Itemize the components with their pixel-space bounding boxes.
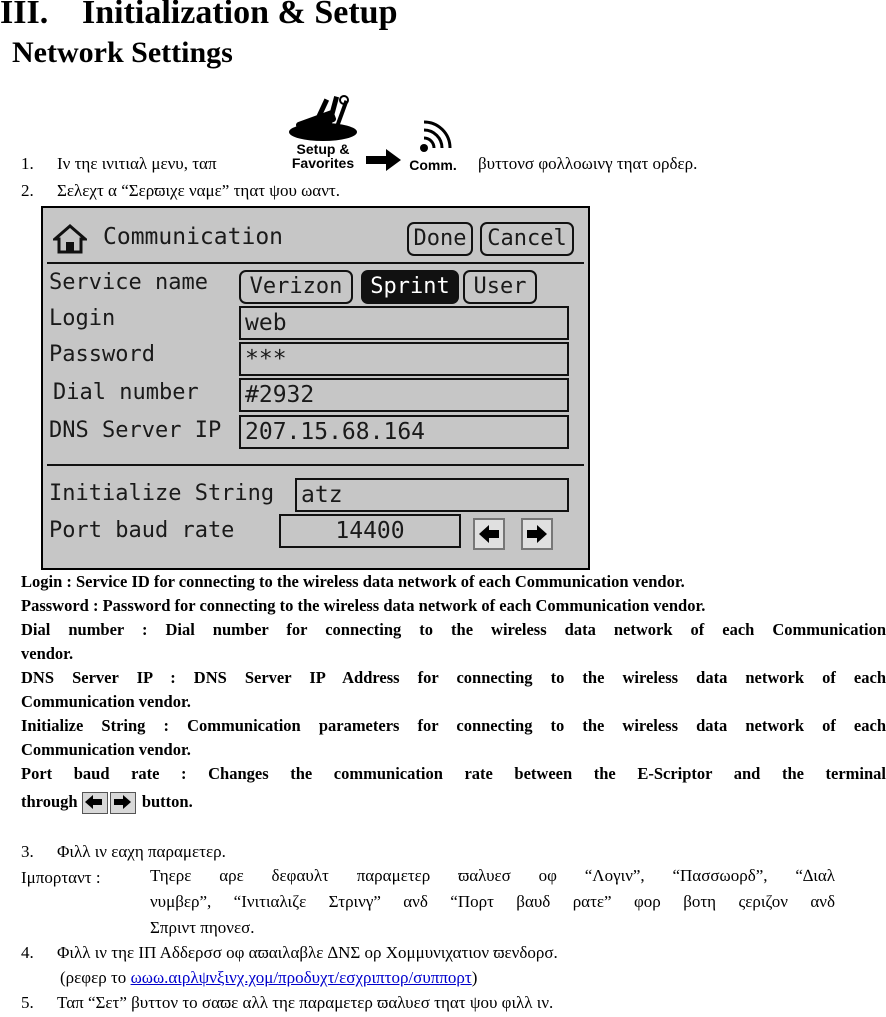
- dial-description-1: Dial number : Dial number for connecting to the wireless data network of each Communication: [21, 620, 886, 639]
- setup-label-1: Setup &: [296, 141, 350, 157]
- baud-description-pre: through: [21, 792, 78, 811]
- dns-description-2: Communication vendor.: [21, 692, 191, 711]
- dns-server-ip-field[interactable]: 207.15.68.164: [239, 415, 569, 449]
- step-1: [21, 154, 217, 174]
- reference-post: ): [471, 968, 478, 987]
- dns-server-ip-label: DNS Server IP: [49, 418, 222, 443]
- comm-button[interactable]: [402, 114, 464, 176]
- step-4-text: Φιλλ ιν τηε ΙΠ Αδδερσσ οφ αϖαιλαβλε ∆ΝΣ ορ Χομμυνιχατιον ϖενδορσ.: [57, 943, 558, 962]
- important-line-3: Σπριντ πηονεσ.: [150, 918, 255, 937]
- password-label: Password: [49, 342, 155, 367]
- dns-description-1: DNS Server IP : DNS Server IP Address for connecting to the wireless data network of each: [21, 668, 886, 687]
- divider: [47, 464, 584, 466]
- section-heading: [0, 0, 397, 32]
- baud-decrease-button[interactable]: [473, 518, 505, 550]
- reference-pre: (ρεφερ το: [60, 968, 131, 987]
- step-1-text-post: βυττονσ φολλοωινγ τηατ ορδερ.: [478, 154, 698, 173]
- service-verizon-button[interactable]: Verizon: [239, 270, 353, 304]
- divider: [47, 262, 584, 264]
- service-name-label: Service name: [49, 270, 208, 295]
- important-label: Ιμπορταντ :: [21, 868, 101, 887]
- comm-label: Comm.: [409, 157, 457, 173]
- section-number: III.: [0, 0, 49, 31]
- login-label: Login: [49, 306, 116, 331]
- important-line-2: νυμβερ”, “Ινιτιαλιζε Στρινγ” ανδ “Πορτ βαυδ ρατε” φορ βοτη ςεριζον ανδ: [150, 892, 835, 911]
- section-title: Initialization & Setup: [82, 0, 398, 31]
- dial-number-field[interactable]: #2932: [239, 378, 569, 412]
- baud-description-post: button.: [141, 792, 193, 811]
- step-number: 5.: [21, 993, 34, 1012]
- service-user-button[interactable]: User: [463, 270, 537, 304]
- port-baud-rate-label: Port baud rate: [49, 518, 235, 543]
- subsection-heading: Network Settings: [12, 36, 233, 69]
- step-4-reference: [60, 968, 477, 988]
- step-number: 2.: [21, 181, 34, 200]
- init-description-2: Communication vendor.: [21, 740, 191, 759]
- step-2: [21, 181, 340, 201]
- initialize-string-label: Initialize String: [49, 481, 275, 506]
- setup-label-2: Favorites: [291, 155, 355, 171]
- baud-increase-button[interactable]: [521, 518, 553, 550]
- port-baud-rate-field: 14400: [279, 514, 461, 548]
- service-sprint-button[interactable]: Sprint: [361, 270, 459, 304]
- support-link[interactable]: ωωω.αιρλψνξινχ.χομ/προδυχτ/εσχριπτορ/συππορτ: [130, 968, 472, 987]
- step-number: 3.: [21, 842, 34, 861]
- dial-description-2: vendor.: [21, 644, 74, 663]
- communication-screen: [41, 206, 590, 570]
- password-description: Password : Password for connecting to the wireless data network of each Communication vendor.: [21, 596, 706, 615]
- step-5: [21, 993, 553, 1013]
- right-arrow-icon: [110, 792, 136, 814]
- step-2-text: Σελεχτ α “Σερϖιχε ναμε” τηατ ψου ωαντ.: [57, 181, 340, 200]
- baud-description-2: [21, 790, 886, 814]
- initialize-string-field[interactable]: atz: [295, 478, 569, 512]
- right-arrow-icon: [523, 520, 551, 548]
- step-4: [21, 943, 558, 963]
- left-arrow-icon: [475, 520, 503, 548]
- step-3: [21, 842, 226, 862]
- setup-favorites-button[interactable]: [282, 94, 364, 174]
- baud-description-1: Port baud rate : Changes the communication rate between the E-Scriptor and the terminal: [21, 764, 886, 783]
- important-line-1: Τηερε αρε δεφαυλτ παραμετερ ϖαλυεσ οφ “Λογιν”, “Πασσωορδ”, “∆ιαλ: [150, 866, 835, 885]
- tools-icon: [282, 94, 364, 144]
- right-arrow-icon: [366, 148, 402, 172]
- screen-title: Communication: [103, 224, 284, 250]
- left-arrow-icon: [82, 792, 108, 814]
- step-1-text-pre: Ιν τηε ινιτιαλ μενυ, ταπ: [57, 154, 217, 173]
- dial-number-label: Dial number: [53, 380, 199, 405]
- login-field[interactable]: web: [239, 306, 569, 340]
- step-number: 1.: [21, 154, 34, 173]
- step-number: 4.: [21, 943, 34, 962]
- step-3-text: Φιλλ ιν εαχη παραμετερ.: [57, 842, 226, 861]
- cancel-button[interactable]: Cancel: [480, 222, 574, 256]
- step-5-text: Ταπ “Σετ” βυττον το σαϖε αλλ τηε παραμετερ ϖαλυεσ τηατ ψου φιλλ ιν.: [57, 993, 554, 1012]
- home-icon[interactable]: [53, 224, 87, 254]
- done-button[interactable]: Done: [407, 222, 473, 256]
- wireless-icon: [402, 114, 464, 158]
- password-field[interactable]: ***: [239, 342, 569, 376]
- login-description: Login : Service ID for connecting to the wireless data network of each Communication vendor.: [21, 572, 685, 591]
- init-description-1: Initialize String : Communication parameters for connecting to the wireless data network of each: [21, 716, 886, 735]
